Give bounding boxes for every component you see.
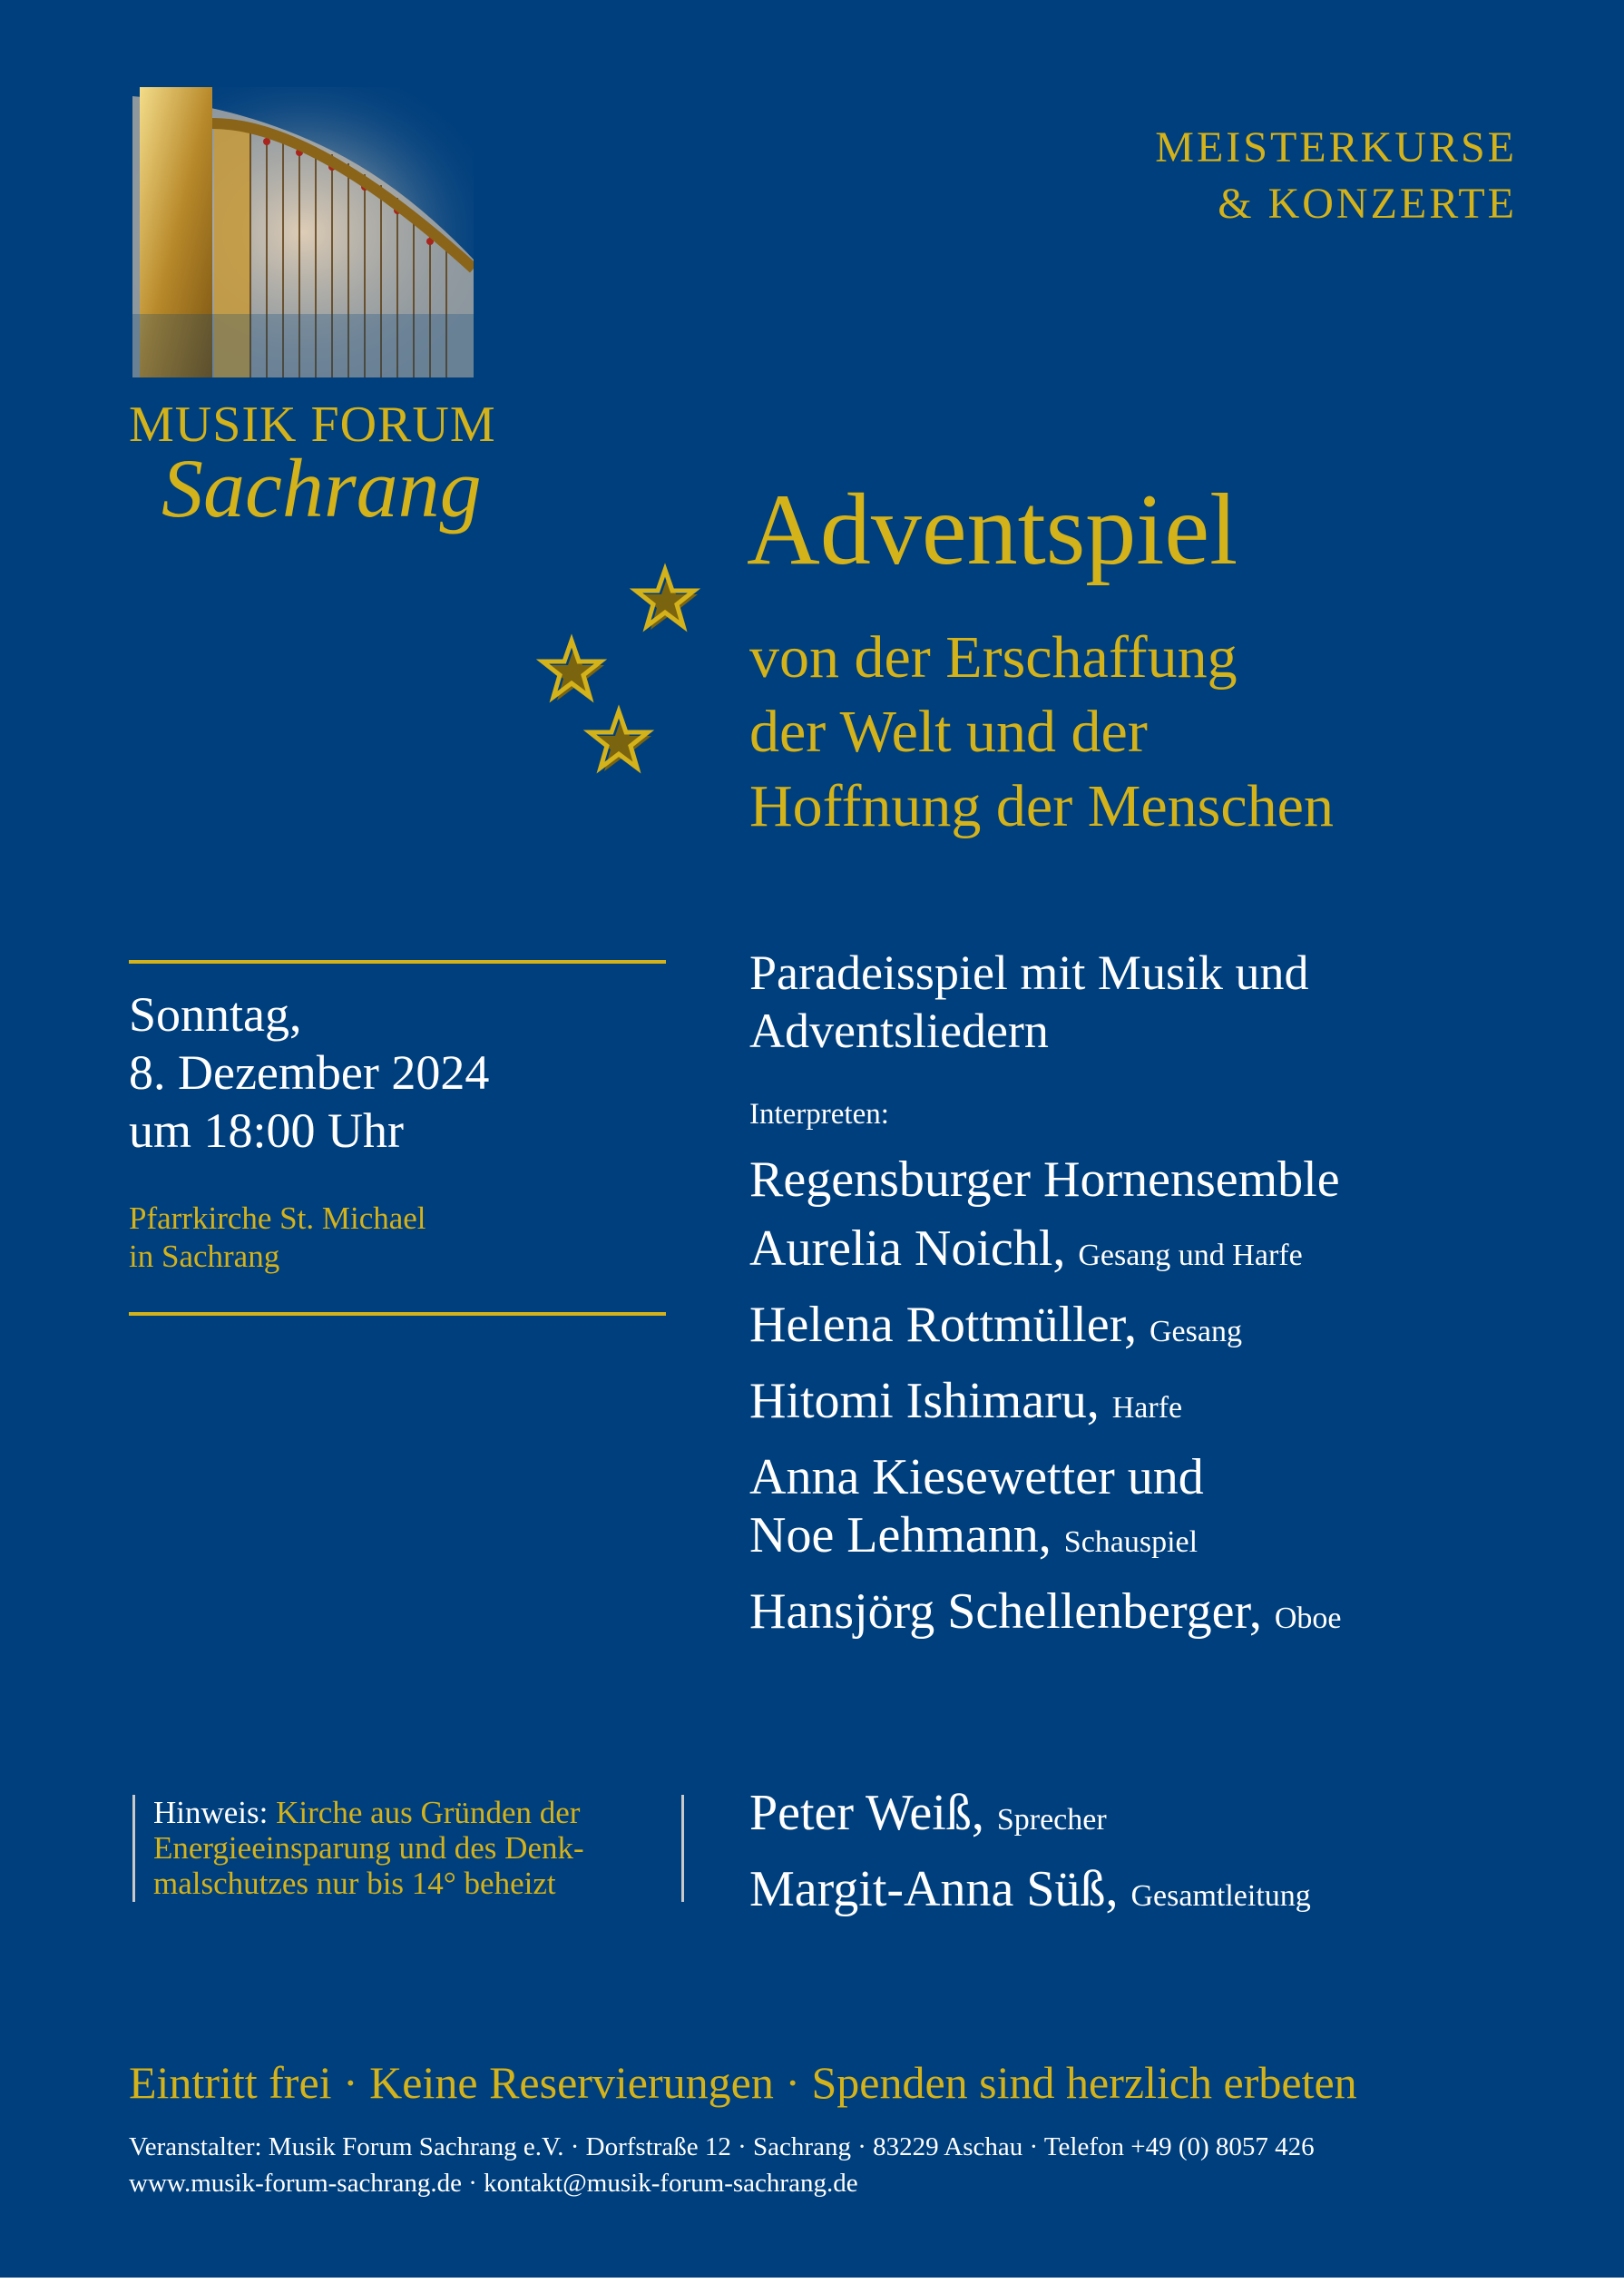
event-subtitle — [749, 621, 1334, 844]
divider-bottom — [129, 1312, 666, 1316]
organizer-info: Veranstalter: Musik Forum Sachrang e.V. · Dorfstraße 12 · Sachrang · 83229 Aschau · Telefon +49 (0) 8057 426 — [129, 2132, 1315, 2161]
performer-name: Hansjörg Schellenberger, — [749, 1583, 1262, 1640]
performer-name: Regensburger Hornensemble — [749, 1151, 1340, 1208]
program-line1: Paradeisspiel mit Musik und — [749, 946, 1309, 1000]
performer-item — [749, 1506, 1342, 1572]
subtitle-line: von der Erschaffung — [749, 624, 1238, 691]
performers-list — [749, 1151, 1342, 1659]
performer-item — [749, 1372, 1342, 1437]
star-icon — [636, 570, 698, 630]
event-date-block — [129, 985, 489, 1160]
notice-line2: Energieeinsparung und des Denk- — [153, 1830, 584, 1866]
performer-name: Aurelia Noichl, — [749, 1220, 1066, 1277]
subtitle-line: Hoffnung der Menschen — [749, 773, 1334, 839]
performer-role: Gesang und Harfe — [1078, 1239, 1303, 1272]
event-time: um 18:00 Uhr — [129, 1103, 404, 1158]
speaker-item — [749, 1860, 1311, 1925]
speaker-item — [749, 1784, 1311, 1849]
performer-name: Hitomi Ishimaru, — [749, 1373, 1100, 1429]
performer-role: Harfe — [1111, 1391, 1183, 1425]
speakers-list — [749, 1784, 1311, 1936]
venue-line2: in Sachrang — [129, 1239, 280, 1274]
event-title: Adventspiel — [747, 474, 1238, 586]
tagline-line1: MEISTERKURSE — [1155, 123, 1517, 171]
venue-line1: Pfarrkirche St. Michael — [129, 1200, 426, 1236]
performer-role: Oboe — [1274, 1602, 1342, 1635]
three-stars-icon — [528, 557, 719, 784]
tagline — [1155, 120, 1517, 232]
divider-top — [129, 960, 666, 964]
speaker-role: Sprecher — [996, 1803, 1107, 1837]
performer-role: Gesang — [1149, 1315, 1242, 1348]
program-line2: Adventsliedern — [749, 1004, 1049, 1058]
performer-item — [749, 1220, 1342, 1285]
notice-text: Kirche aus Gründen der — [276, 1795, 581, 1830]
star-icon — [590, 711, 651, 771]
logo-text-sachrang: Sachrang — [161, 442, 482, 534]
harp-logo-image — [132, 87, 474, 377]
speaker-role: Gesamtleitung — [1130, 1879, 1311, 1913]
performer-item — [749, 1151, 1342, 1209]
event-venue — [129, 1200, 426, 1276]
star-icon — [543, 641, 604, 701]
notice-box — [132, 1795, 684, 1902]
event-date: 8. Dezember 2024 — [129, 1045, 490, 1100]
performer-name: Helena Rottmüller, — [749, 1297, 1137, 1353]
performer-name: Anna Kiesewetter und — [749, 1449, 1204, 1505]
entry-info: Eintritt frei · Keine Reservierungen · Spenden sind herzlich erbeten — [129, 2057, 1357, 2108]
performer-item — [749, 1296, 1342, 1361]
speaker-name: Margit-Anna Süß, — [749, 1861, 1119, 1917]
performer-item — [749, 1448, 1342, 1506]
performer-role: Schauspiel — [1063, 1525, 1198, 1559]
notice-line1 — [153, 1795, 681, 1830]
performer-name: Noe Lehmann, — [749, 1507, 1052, 1563]
performer-item — [749, 1582, 1342, 1648]
speaker-name: Peter Weiß, — [749, 1785, 984, 1841]
program-description — [749, 944, 1308, 1060]
event-day: Sonntag, — [129, 987, 302, 1042]
footer — [129, 2129, 1315, 2201]
contact-info: www.musik-forum-sachrang.de · kontakt@musik-forum-sachrang.de — [129, 2169, 858, 2198]
tagline-line2: & KONZERTE — [1218, 180, 1517, 228]
logo-text-musik-forum: MUSIK FORUM — [129, 397, 496, 453]
subtitle-line: der Welt und der — [749, 699, 1148, 765]
notice-label: Hinweis: — [153, 1795, 269, 1830]
notice-line3: malschutzes nur bis 14° beheizt — [153, 1866, 556, 1901]
interpreters-label: Interpreten: — [749, 1098, 889, 1131]
